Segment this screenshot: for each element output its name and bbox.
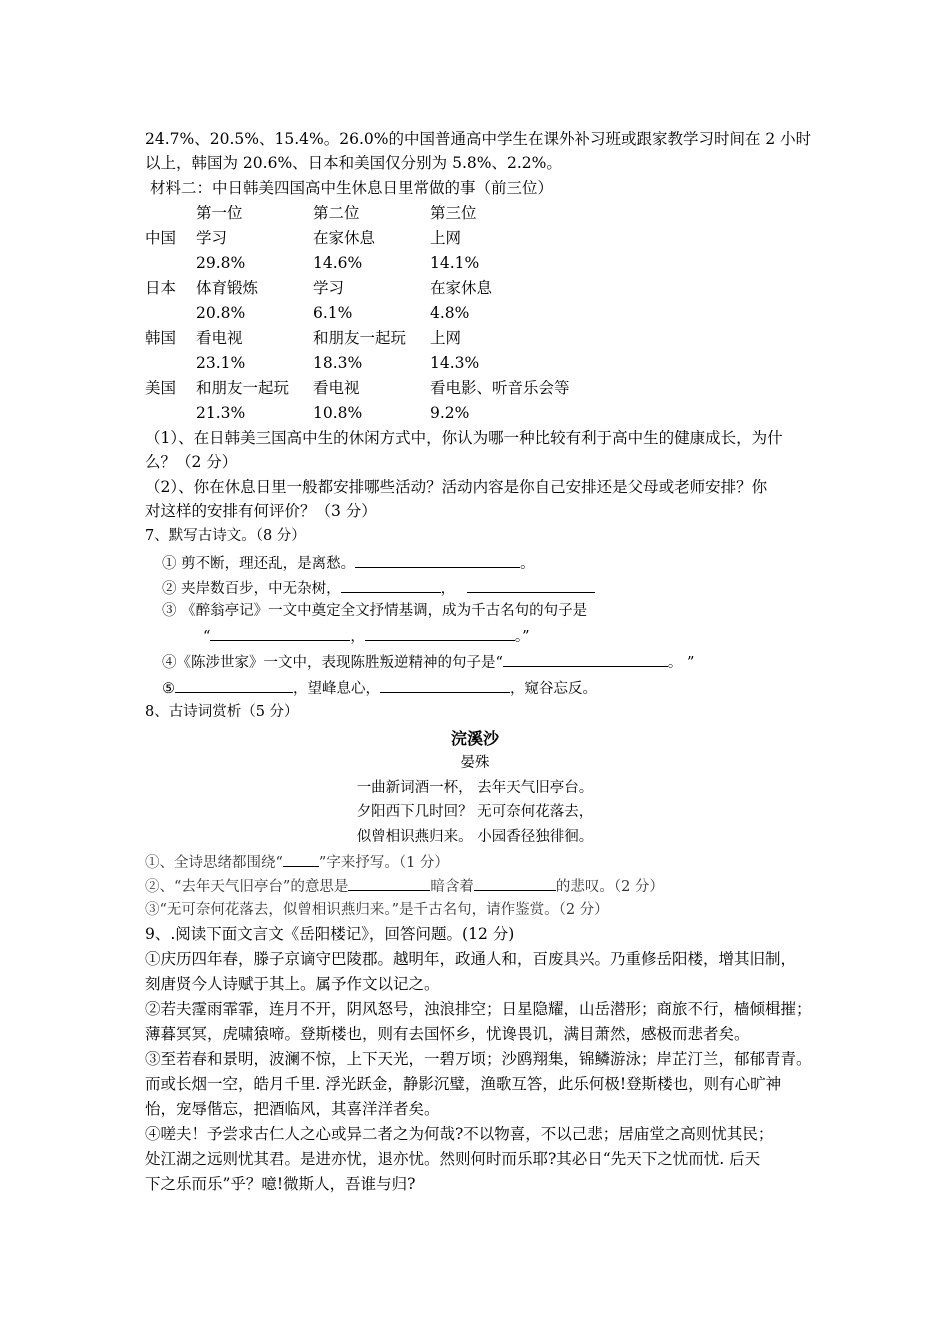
answer-blank[interactable] (474, 874, 556, 891)
table-cell: 和朋友一起玩 (196, 379, 290, 397)
poem-title: 浣溪沙 (450, 729, 499, 748)
answer-blank[interactable] (380, 676, 510, 693)
pct-cell: 9.2% (430, 404, 470, 422)
q8-sub3: ③“无可奈何花落去，似曾相识燕归来。”是千古名句，请作鉴赏。（2 分） (145, 902, 609, 918)
answer-blank[interactable] (365, 624, 515, 641)
pct-cell: 10.8% (313, 404, 363, 422)
q9-text-line: 薄暮冥冥，虎啸猿啼。登斯楼也，则有去国怀乡，忧谗畏讥，满目萧然，感极而悲者矣。 (145, 1025, 750, 1043)
table-cell: 上网 (430, 329, 462, 347)
header-third: 第三位 (430, 204, 477, 222)
pct-cell: 14.6% (313, 254, 363, 272)
q7-item4: ④《陈涉世家》一文中，表现陈胜叛逆精神的句子是“ 。 ” (162, 650, 694, 674)
q9-text-line: 怡，宠辱偕忘，把酒临风，其喜洋洋者矣。 (145, 1100, 440, 1118)
material2-title: 材料二：中日韩美四国高中生休息日里常做的事（前三位） (150, 179, 554, 197)
country-label: 日本 (145, 279, 177, 297)
q6-sub2-line2: 对这样的安排有何评价？（3 分） (145, 502, 377, 520)
q7-item1: ① 剪不断，理还乱，是离愁。 。 (162, 551, 535, 575)
pct-cell: 29.8% (196, 254, 246, 272)
pct-cell: 4.8% (430, 304, 470, 322)
table-cell: 上网 (430, 229, 462, 247)
q8-sub2: ②、“去年天气旧亭台”的意思是 暗含着 的悲叹。（2 分） (145, 874, 664, 898)
answer-blank[interactable] (355, 551, 520, 568)
q7-title: 7、默写古诗文。（8 分） (145, 528, 306, 544)
poem-line: 似曾相识燕归来。 小园香径独徘徊。 (356, 829, 594, 845)
country-label: 中国 (145, 229, 177, 247)
q9-title: 9、.阅读下面文言文《岳阳楼记》，回答问题。(12 分) (145, 925, 515, 943)
table-cell: 看电视 (196, 329, 243, 347)
answer-blank[interactable] (210, 624, 350, 641)
pct-cell: 23.1% (196, 354, 246, 372)
table-cell: 学习 (196, 229, 228, 247)
answer-blank[interactable] (283, 850, 319, 867)
table-cell: 看电视 (313, 379, 360, 397)
pct-cell: 14.3% (430, 354, 480, 372)
q9-text-line: 下之乐而乐”乎？噫!微斯人，吾谁与归? (145, 1175, 416, 1193)
pct-cell: 21.3% (196, 404, 246, 422)
answer-blank[interactable] (503, 650, 668, 667)
answer-blank[interactable] (175, 676, 293, 693)
country-label: 韩国 (145, 329, 177, 347)
q7-item5: ⑤ ，望峰息心， ，窥谷忘反。 (162, 676, 597, 700)
pct-cell: 18.3% (313, 354, 363, 372)
q9-text-line: ④嗟夫！予尝求古仁人之心或异二者之为何哉?不以物喜，不以己悲；居庙堂之高则忧其民； (145, 1125, 774, 1143)
q8-title: 8、古诗词赏析（5 分） (145, 704, 299, 720)
q6-sub1-line1: （1）、在日韩美三国高中生的休闲方式中，你认为哪一种比较有利于高中生的健康成长，为什 (145, 429, 783, 447)
q8-sub1: ①、全诗思绪都围绕“ ”字来抒写。（1 分） (145, 850, 449, 874)
pct-cell: 14.1% (430, 254, 480, 272)
poem-line: 一曲新词酒一杯， 去年天气旧亭台。 (356, 780, 594, 796)
q6-sub1-line2: 么？（2 分） (145, 453, 238, 471)
table-cell: 在家休息 (430, 279, 493, 297)
answer-blank[interactable] (467, 576, 595, 593)
q9-text-line: 而或长烟一空，皓月千里. 浮光跃金，静影沉璧，渔歌互答，此乐何极!登斯楼也，则有心旷神 (145, 1075, 782, 1093)
country-label: 美国 (145, 379, 177, 397)
q9-text-line: ③至若春和景明，波澜不惊，上下天光，一碧万顷；沙鸥翔集，锦鳞游泳；岸芷汀兰，郁郁青青。 (145, 1050, 812, 1068)
para1-line1: 24.7%、20.5%、15.4%。26.0%的中国普通高中学生在课外补习班或跟家教学习时间在 2 小时 (145, 130, 812, 148)
q9-text-line: ②若夫霪雨霏霏，连月不开，阴风怒号，浊浪排空；日星隐耀，山岳潜形；商旅不行，樯倾楫摧； (145, 1000, 812, 1018)
table-cell: 和朋友一起玩 (313, 329, 407, 347)
poem-line: 夕阳西下几时回？ 无可奈何花落去， (356, 804, 594, 820)
table-cell: 看电影、听音乐会等 (430, 379, 570, 397)
q7-item3-blanks: “ ， 。” (203, 624, 530, 648)
q6-sub2-line1: （2）、你在休息日里一般都安排哪些活动？活动内容是你自己安排还是父母或老师安排？你 (145, 478, 768, 496)
q9-text-line: ①庆历四年春，滕子京谪守巴陵郡。越明年，政通人和，百废具兴。乃重修岳阳楼，增其旧制， (145, 950, 797, 968)
answer-blank[interactable] (341, 576, 441, 593)
q7-item2: ② 夹岸数百步，中无杂树， ， (162, 576, 595, 600)
pct-cell: 20.8% (196, 304, 246, 322)
answer-blank[interactable] (348, 874, 430, 891)
pct-cell: 6.1% (313, 304, 353, 322)
q7-item3: ③ 《醉翁亭记》一文中奠定全文抒情基调，成为千古名句的句子是 (162, 603, 588, 619)
q9-text-line: 刻唐贤今人诗赋于其上。属予作文以记之。 (145, 975, 440, 993)
table-cell: 学习 (313, 279, 345, 297)
q9-text-line: 处江湖之远则忧其君。是进亦忧，退亦忧。然则何时而乐耶?其必日“先天下之忧而忧. 后天 (145, 1150, 761, 1168)
header-second: 第二位 (313, 204, 360, 222)
table-cell: 在家休息 (313, 229, 376, 247)
header-first: 第一位 (196, 204, 243, 222)
poem-author: 晏殊 (460, 755, 490, 771)
para1-line2: 以上，韩国为 20.6%、日本和美国仅分别为 5.8%、2.2%。 (145, 154, 562, 172)
table-cell: 体育锻炼 (196, 279, 259, 297)
